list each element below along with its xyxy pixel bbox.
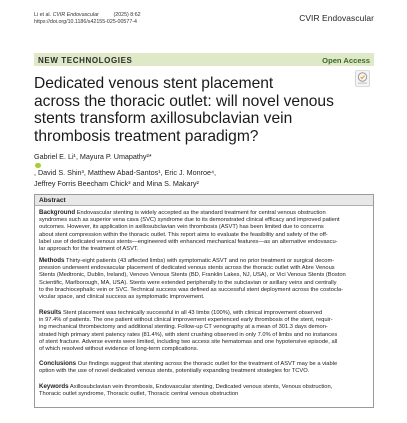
abstract-line: in 97.4% of patients. The one patient without clinical improvement experienced early thrombosis of the stent, requir- — [39, 317, 333, 324]
abstract-box — [34, 194, 374, 408]
abstract-line: of which resolved without evidence of long-term complications. — [39, 346, 199, 353]
abstract-line — [39, 309, 371, 317]
abstract-line: outcomes. However, its application in axillosubclavian vein thrombosis (ASVT) has been limited due to concerns — [39, 224, 324, 231]
category-band — [34, 53, 374, 66]
citation-line — [34, 12, 141, 18]
author-line: Jeffrey Forris Beecham Chick³ and Mina S. Makary² — [34, 178, 199, 188]
title-line: Dedicated venous stent placement — [34, 75, 274, 92]
section-label: Conclusions — [39, 360, 77, 367]
abstract-line: pression underwent endovascular placement of dedicated venous stents across the thoracic outlet with Abre Venous — [39, 265, 335, 272]
journal-name: CVIR Endovascular — [299, 13, 374, 23]
abstract-text: Thirty-eight patients (43 affected limbs) with symptomatic ASVT and no prior treatment or surgical decom- — [64, 258, 335, 264]
check-for-updates-icon[interactable] — [355, 70, 370, 87]
section-label: Methods — [39, 257, 65, 264]
abstract-line: syndromes such as superior vena cava (SVC) syndrome due to its demonstrated clinical efficacy and improved patient — [39, 217, 340, 224]
abstract-line: option with the use of novel dedicated venous stents, potentially expanding treatment strategies for TCVO. — [39, 368, 310, 375]
citation-authors: Li et al. — [34, 12, 53, 18]
abstract-text: Stent placement was technically successful in all 43 limbs (100%), with clinical improvement observed — [61, 310, 323, 316]
author-names: Gabriel E. Li¹, Mayura P. Umapathy²* — [34, 152, 152, 161]
citation-journal: CVIR Endovascular — [52, 12, 99, 18]
citation-year-volume: (2025) 8:62 — [98, 12, 141, 18]
abstract-line — [39, 360, 371, 368]
abstract-line — [39, 383, 371, 391]
abstract-line: Scientific, Marlborough, MA, USA). Stents were extended peripherally to the subclavian or axillary veins and centrally — [39, 279, 337, 286]
abstract-line: about stent compression within the thoracic outlet. This report aims to evaluate the feasibility and safety of the off- — [39, 231, 328, 238]
abstract-conclusions — [39, 360, 371, 375]
author-line — [34, 152, 376, 179]
title-line: across the thoracic outlet: will novel venous — [34, 92, 334, 110]
abstract-heading-bar — [35, 195, 373, 206]
section-label: Keywords — [39, 383, 69, 390]
abstract-background — [39, 209, 371, 253]
title-line: thrombosis treatment paradigm? — [34, 127, 259, 145]
article-category: NEW TECHNOLOGIES — [38, 55, 133, 65]
abstract-line: vicular space, and clinical success as symptomatic improvement. — [39, 294, 205, 301]
abstract-line: label use of dedicated venous stents—engineered with enhanced mechanical features—as an alternative endovascu- — [39, 238, 338, 245]
abstract-line: to the brachiocephalic vein or SVC. Technical success was defined as successful stent deployment across the costocla- — [39, 286, 344, 293]
article-title — [34, 75, 354, 145]
abstract-methods — [39, 257, 371, 301]
abstract-heading: Abstract — [39, 196, 66, 204]
open-access-label: Open Access — [322, 55, 370, 65]
abstract-line: lar approach for the treatment of ASVT. — [39, 246, 139, 253]
abstract-line: strated high primary stent patency rates (81.4%), with stent crushing observed in only 7.0% of limbs and no instances — [39, 331, 338, 338]
abstract-line: Stents (Medtronic, Dublin, Ireland), Venovo Venous Stents (BD, Franklin Lakes, NJ, USA), or Vici Venous Stents (Boston — [39, 272, 346, 279]
author-list — [34, 152, 376, 189]
article-header — [34, 12, 374, 34]
author-names: , David S. Shin³, Matthew Abad-Santos¹, Eric J. Monroe⁴, — [34, 168, 217, 177]
abstract-line: of stent fracture. Adverse events were limited, including two access site hematomas and one hypotensive episode, all — [39, 338, 338, 345]
section-label: Results — [39, 309, 62, 316]
title-line: stents transform axillosubclavian vein — [34, 110, 293, 128]
section-label: Background — [39, 209, 76, 216]
abstract-line: Thoracic outlet syndrome, Thoracic outlet, Thoracic central venous obstruction — [39, 391, 239, 398]
abstract-line: ing mechanical thrombectomy and additional stenting. Follow-up CT venography at a mean of 301.3 days demon- — [39, 324, 328, 331]
abstract-results — [39, 309, 371, 353]
keywords-text: Axillosubclavian vein thrombosis, Endovascular stenting, Dedicated venous stents, Venous obstruction, — [68, 384, 333, 390]
doi-link[interactable]: https://doi.org/10.1186/s42155-025-00577-4 — [34, 19, 137, 25]
abstract-text: Our findings suggest that stenting across the thoracic outlet for the treatment of ASVT may be a viable — [76, 361, 338, 367]
abstract-line — [39, 209, 371, 217]
abstract-keywords — [39, 383, 371, 398]
abstract-line — [39, 257, 371, 265]
abstract-text: Endovascular stenting is widely accepted as the standard treatment for central venous obstruction — [75, 210, 326, 216]
